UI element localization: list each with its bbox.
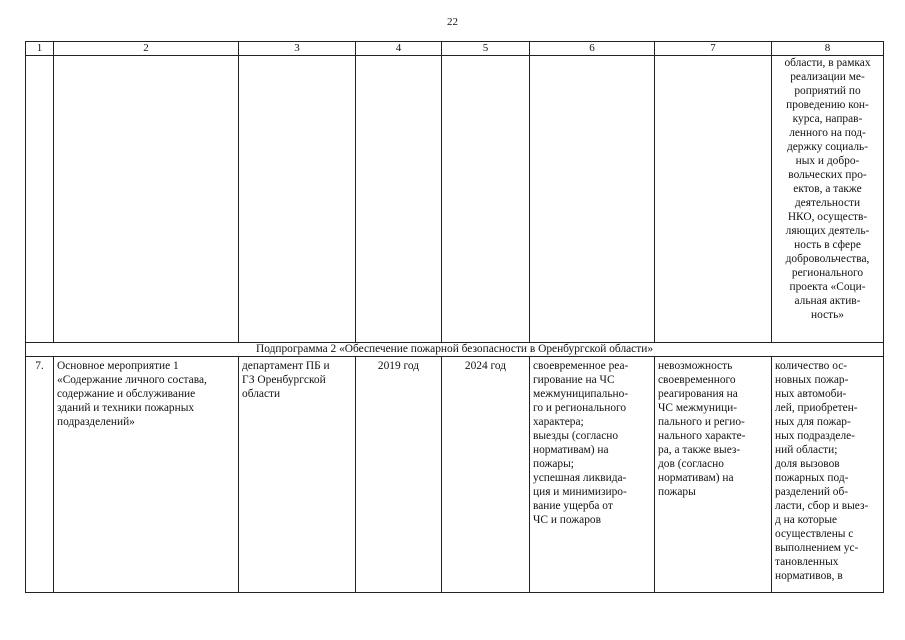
indicator-cell: количество ос- новных пожар- ных автомоби- лей, приобретен- ных для пожар- ных подразделе- ний области; доля вызовов пожарных под- разделений об- ласти, сбор и выез- д на которые осуществлены с выполнением ус- тановленных нормативов, в <box>772 357 884 593</box>
column-header: 3 <box>239 42 356 56</box>
table-cell <box>239 56 356 343</box>
column-header: 7 <box>655 42 772 56</box>
header-row <box>26 42 884 56</box>
row-number: 7. <box>26 357 54 593</box>
table-row <box>26 357 884 593</box>
subprogram-row <box>26 343 884 357</box>
page-number: 22 <box>447 16 458 28</box>
indicator-cell: области, в рамках реализации ме- роприятий по проведению кон- курса, направ- ленного на под- держку социаль- ных и добро- вольческих про- ектов, а также деятельности НКО, осуществ- ляющих деятель- ность в сфере добровольчества, регионального проекта «Соци- альная актив- ность» <box>772 56 884 343</box>
column-header: 2 <box>54 42 239 56</box>
executor-cell: департамент ПБ и ГЗ Оренбургской области <box>239 357 356 593</box>
table-cell <box>54 56 239 343</box>
consequences-cell: невозможность своевременного реагирования на ЧС межмуници- пального и регио- нального характе- ра, а также выез- дов (согласно нормативам) на пожары <box>655 357 772 593</box>
subprogram-title: Подпрограмма 2 «Обеспечение пожарной безопасности в Оренбургской области» <box>26 343 884 357</box>
end-year-cell: 2024 год <box>442 357 530 593</box>
expected-result-cell: своевременное реа- гирование на ЧС межмуниципально- го и регионального характера; выезды (согласно нормативам) на пожары; успешная ликвида- ция и минимизиро- вание ущерба от ЧС и пожаров <box>530 357 655 593</box>
table-cell <box>530 56 655 343</box>
table-cell <box>442 56 530 343</box>
continuation-row <box>26 56 884 343</box>
start-year-cell: 2019 год <box>356 357 442 593</box>
table-cell <box>26 56 54 343</box>
measure-name-cell: Основное мероприятие 1 «Содержание личного состава, содержание и обслуживание зданий и техники пожарных подразделений» <box>54 357 239 593</box>
column-header: 1 <box>26 42 54 56</box>
table-cell <box>356 56 442 343</box>
measures-table <box>25 41 884 593</box>
column-header: 5 <box>442 42 530 56</box>
column-header: 4 <box>356 42 442 56</box>
column-header: 8 <box>772 42 884 56</box>
column-header: 6 <box>530 42 655 56</box>
table-cell <box>655 56 772 343</box>
